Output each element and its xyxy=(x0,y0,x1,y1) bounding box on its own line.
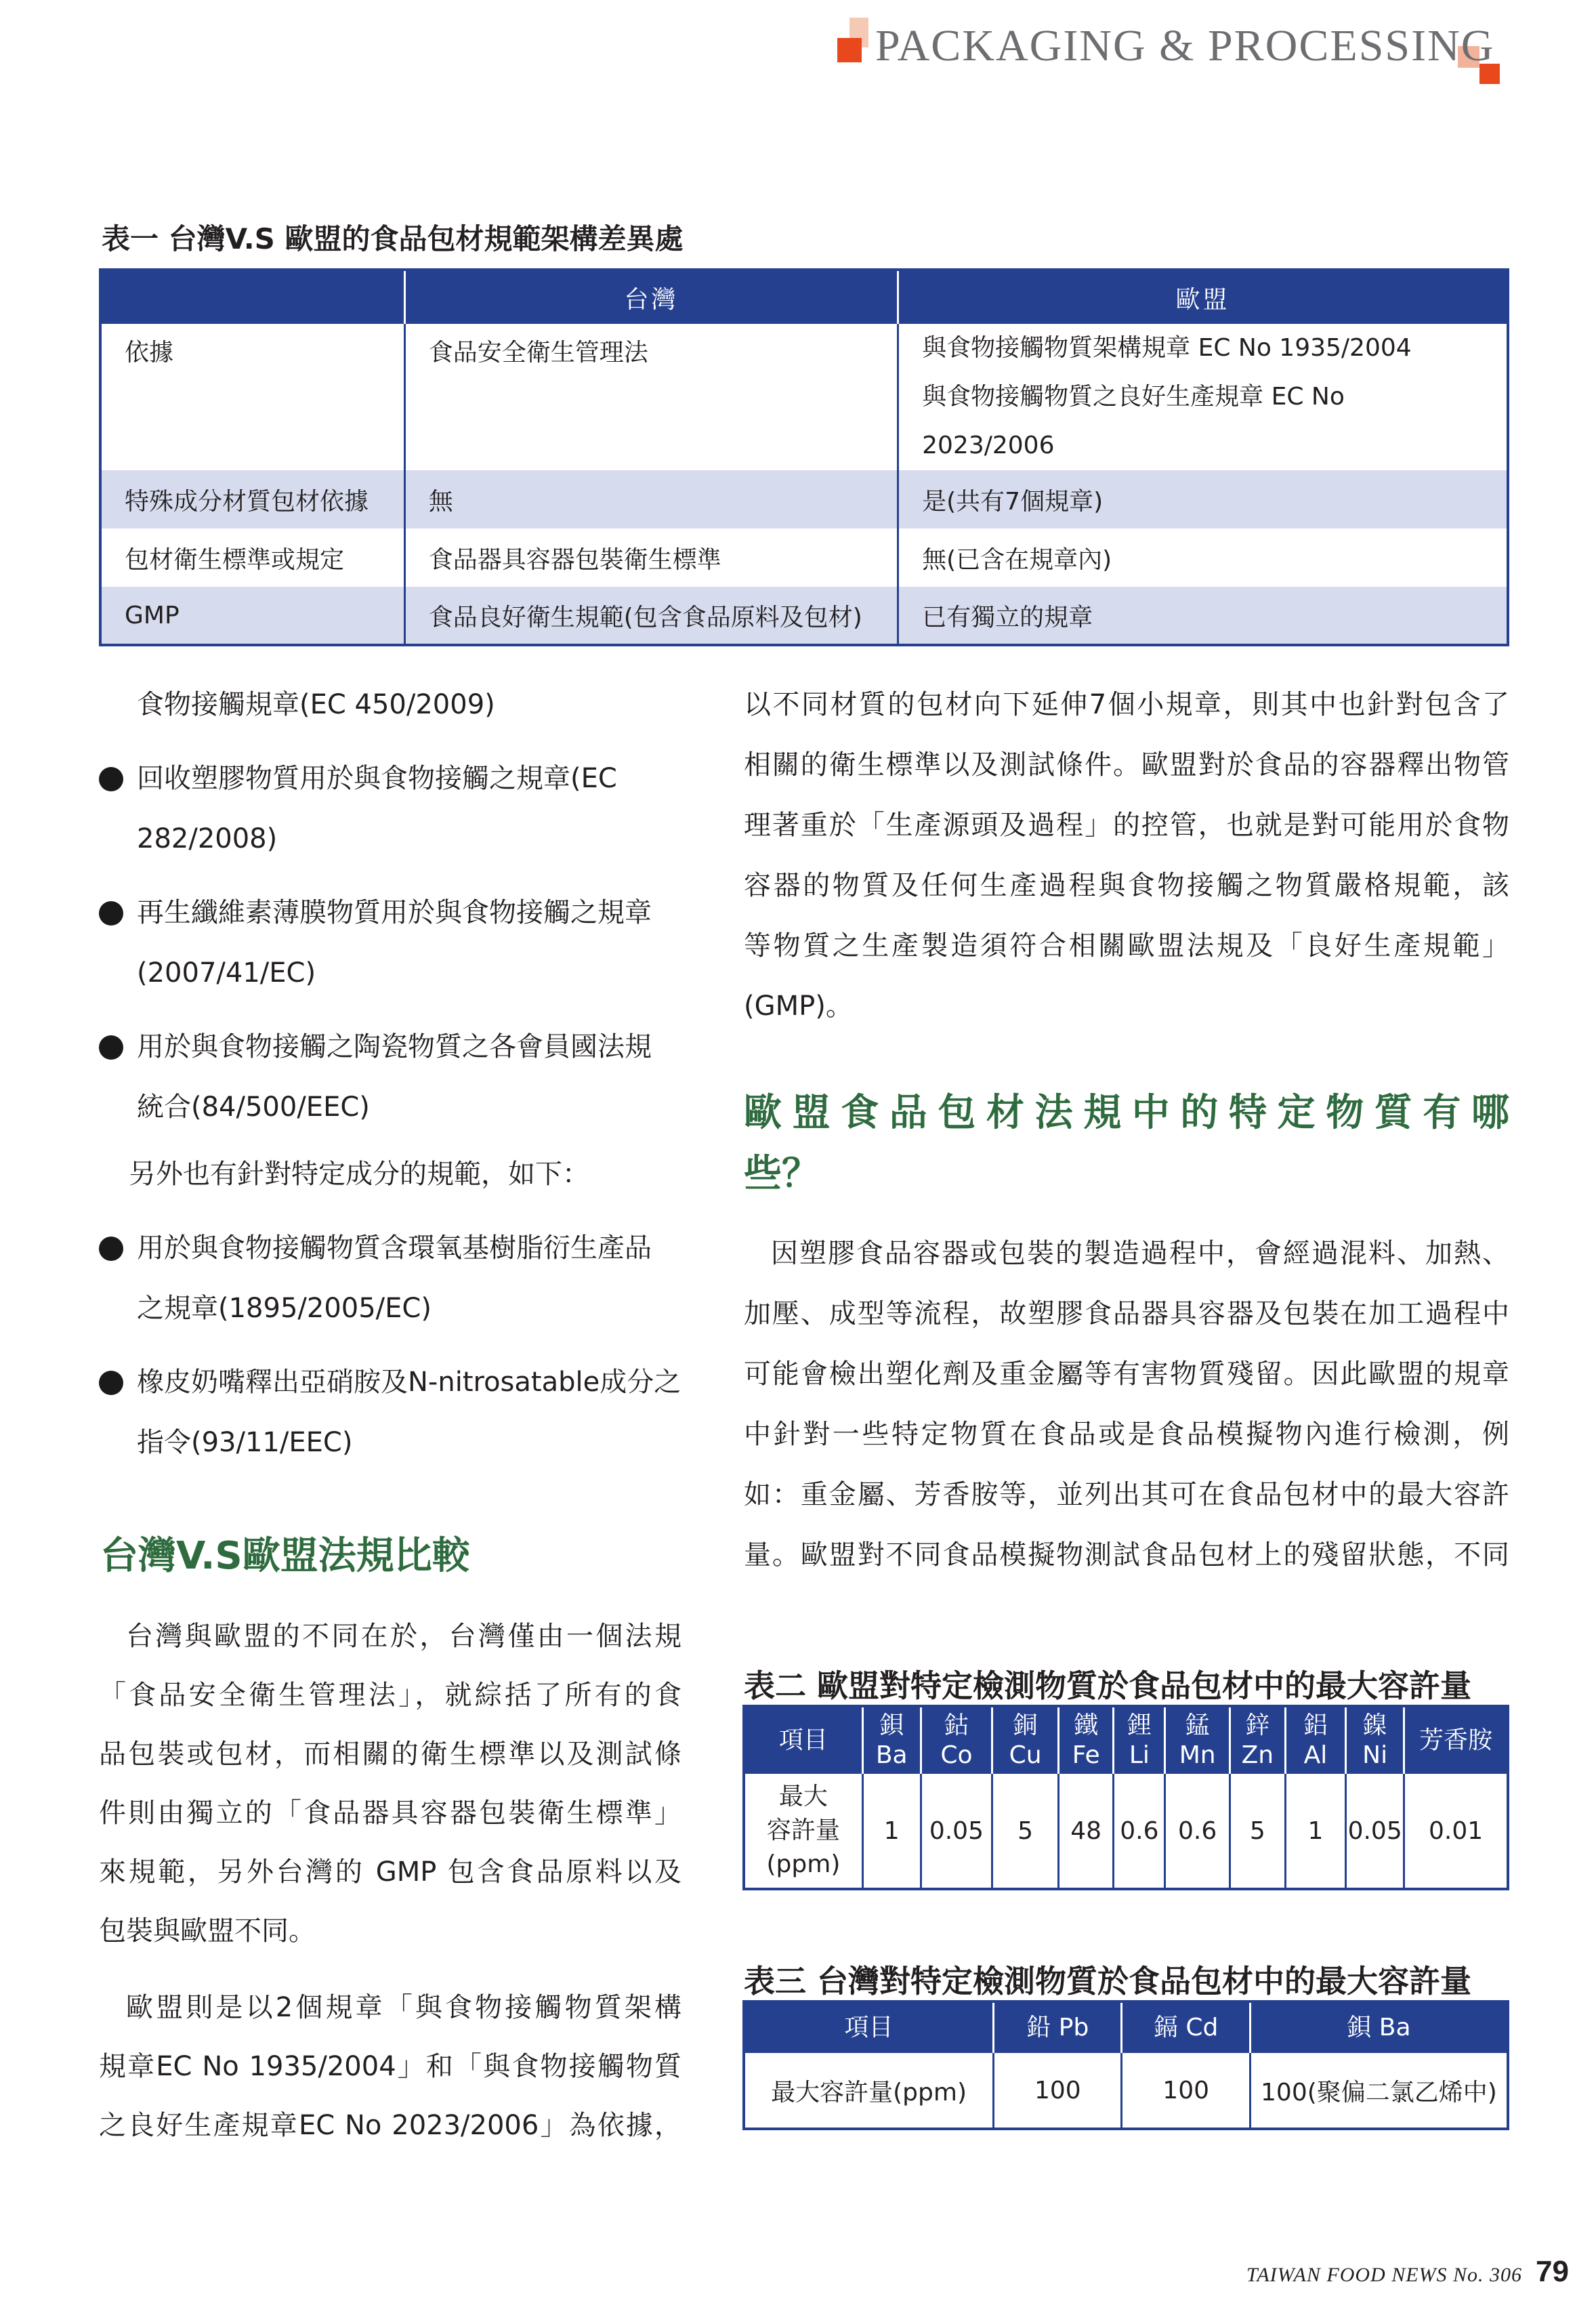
table2 xyxy=(742,1705,1509,1890)
paragraph-line: 中針對一些特定物質在食品或是食品模擬物內進行檢測，例 xyxy=(744,1419,1509,1450)
left-column xyxy=(99,675,681,1473)
magazine-name: TAIWAN FOOD NEWS No. 306 xyxy=(1246,2264,1523,2286)
table2-value-cell: 0.01 xyxy=(1404,1774,1508,1889)
table2-header-cell: 銅 Cu xyxy=(992,1706,1059,1774)
table3-header-row xyxy=(744,2001,1508,2053)
table2-row xyxy=(744,1774,1508,1889)
table3-value-cell: 100 xyxy=(1122,2053,1250,2129)
table1-cell-eu-line: 與食物接觸物質架構規章 EC No 1935/2004 xyxy=(922,334,1412,362)
table1-caption: 表一 台灣V.S 歐盟的食品包材規範架構差異處 xyxy=(102,222,684,255)
table1-cell-eu: 是(共有7個規章) xyxy=(898,470,1508,528)
table2-header-cell: 項目 xyxy=(744,1706,862,1774)
table1-cell-eu: 已有獨立的規章 xyxy=(898,587,1508,645)
table1-row xyxy=(100,587,1508,645)
bullet-line: 統合(84/500/EEC) xyxy=(137,1092,370,1123)
table1-cell-taiwan: 無 xyxy=(404,470,898,528)
table1-header-cell xyxy=(100,270,404,324)
paragraph-line: 相關的衛生標準以及測試條件。歐盟對於食品的容器釋出物管 xyxy=(744,749,1509,781)
table2-value-cell: 0.6 xyxy=(1165,1774,1230,1889)
left-paragraph-1 xyxy=(99,1607,681,1961)
paragraph-line: 如：重金屬、芳香胺等，並列出其可在食品包材中的最大容許 xyxy=(744,1479,1509,1510)
paragraph-line: 另外也有針對特定成分的規範，如下： xyxy=(129,1159,589,1190)
section-heading xyxy=(744,1083,1509,1205)
table1-cell-taiwan: 食品安全衛生管理法 xyxy=(404,324,898,470)
paragraph-line: 加壓、成型等流程，故塑膠食品器具容器及包裝在加工過程中 xyxy=(744,1298,1509,1329)
table2-caption: 表二 歐盟對特定檢測物質於食品包材中的最大容許量 xyxy=(744,1667,1472,1704)
bullet-line: 用於與食物接觸之陶瓷物質之各會員國法規 xyxy=(137,1031,652,1062)
table1-row-label: 包材衛生標準或規定 xyxy=(125,545,345,574)
table2-header-cell: 鈷 Co xyxy=(921,1706,992,1774)
table2-header-cell: 鋅 Zn xyxy=(1230,1706,1285,1774)
paragraph-line: (GMP)。 xyxy=(744,991,853,1022)
table3-header-cell: 鉛 Pb xyxy=(994,2001,1122,2053)
table1-cell-taiwan: 食品良好衛生規範(包含食品原料及包材) xyxy=(404,587,898,645)
paragraph-line: 包裝與歐盟不同。 xyxy=(99,1915,316,1947)
paragraph-line: 件則由獨立的「食品器具容器包裝衛生標準」 xyxy=(99,1798,681,1829)
table3-value-cell: 100(聚偏二氯乙烯中) xyxy=(1250,2053,1508,2129)
paragraph-line: 量。歐盟對不同食品模擬物測試食品包材上的殘留狀態，不同 xyxy=(744,1539,1509,1571)
paragraph-line: 品包裝或包材，而相關的衛生標準以及測試條 xyxy=(99,1739,681,1770)
table1-row-label: 特殊成分材質包材依據 xyxy=(100,470,404,528)
table3-caption: 表三 台灣對特定檢測物質於食品包材中的最大容許量 xyxy=(744,1963,1472,1999)
bullet-dot-icon xyxy=(99,1237,123,1261)
paragraph-line: 台灣與歐盟的不同在於，台灣僅由一個法規 xyxy=(126,1621,681,1652)
table1-cell-eu xyxy=(898,324,1508,470)
bullet-dot-icon xyxy=(99,901,123,926)
bullet-line: 用於與食物接觸物質含環氧基樹脂衍生產品 xyxy=(137,1232,652,1264)
bullet-dot-icon xyxy=(99,1371,123,1395)
table3-header-cell: 鎘 Cd xyxy=(1122,2001,1250,2053)
bullet-line: 回收塑膠物質用於與食物接觸之規章(EC xyxy=(137,763,617,794)
bullet-item xyxy=(99,1218,681,1339)
bullet-item xyxy=(99,1017,681,1138)
heading-line: 些？ xyxy=(744,1152,820,1196)
table2-header-cell: 鐵 Fe xyxy=(1058,1706,1114,1774)
table2-value-cell: 5 xyxy=(992,1774,1059,1889)
section-heading: 台灣V.S歐盟法規比較 xyxy=(100,1534,470,1578)
table2-value-cell: 0.05 xyxy=(921,1774,992,1889)
section-title: PACKAGING & PROCESSING xyxy=(875,21,1495,70)
table2-header-row xyxy=(744,1706,1508,1774)
table1-cell-eu-line: 與食物接觸物質之良好生產規章 EC No 2023/2006 xyxy=(922,383,1345,459)
table1-row xyxy=(100,470,1508,528)
table3-value-cell: 100 xyxy=(994,2053,1122,2129)
table2-value-cell: 48 xyxy=(1058,1774,1114,1889)
table1 xyxy=(99,268,1509,646)
table1-row-label: 依據 xyxy=(125,339,174,367)
bullet-dot-icon xyxy=(99,767,123,791)
paragraph-line: 因塑膠食品容器或包裝的製造過程中，會經過混料、加熱、 xyxy=(771,1238,1509,1269)
left-paragraph-2 xyxy=(99,1978,681,2155)
table3-header-cell: 項目 xyxy=(744,2001,994,2053)
bullet-item xyxy=(99,749,681,869)
table3-row xyxy=(744,2053,1508,2129)
table1-header-cell: 台灣 xyxy=(404,270,898,324)
paragraph-line: 可能會檢出塑化劑及重金屬等有害物質殘留。因此歐盟的規章 xyxy=(744,1358,1509,1390)
table2-header-cell: 芳香胺 xyxy=(1404,1706,1508,1774)
bullet-line: 指令(93/11/EEC) xyxy=(137,1427,353,1458)
table1-row-label: GMP xyxy=(100,587,404,645)
table3-header-cell: 鋇 Ba xyxy=(1250,2001,1508,2053)
paragraph-line: 規章EC No 1935/2004」和「與食物接觸物質 xyxy=(99,2051,681,2082)
paragraph-line: 容器的物質及任何生產過程與食物接觸之物質嚴格規範，該 xyxy=(744,870,1509,901)
right-paragraph-1 xyxy=(744,675,1509,1037)
bullet-line: 橡皮奶嘴釋出亞硝胺及N-nitrosatable成分之 xyxy=(137,1367,681,1398)
table3 xyxy=(742,2000,1509,2130)
bullet-continuation: 食物接觸規章(EC 450/2009) xyxy=(137,689,495,720)
paragraph-line: 理著重於「生產源頭及過程」的控管，也就是對可能用於食物 xyxy=(744,810,1509,841)
table2-header-cell: 鋰 Li xyxy=(1114,1706,1165,1774)
bullet-item xyxy=(99,1352,681,1473)
paragraph-line: 等物質之生產製造須符合相關歐盟法規及「良好生產規範」 xyxy=(744,930,1509,961)
heading-line: 歐盟食品包材法規中的特定物質有哪 xyxy=(744,1091,1509,1135)
table2-header-cell: 鋇 Ba xyxy=(862,1706,921,1774)
table2-header-cell: 錳 Mn xyxy=(1165,1706,1230,1774)
header-decor-square xyxy=(837,38,862,62)
paragraph-line: 歐盟則是以2個規章「與食物接觸物質架構 xyxy=(126,1992,681,2023)
table2-value-cell: 0.05 xyxy=(1346,1774,1404,1889)
table1-cell-eu: 無(已含在規章內) xyxy=(898,528,1508,587)
table1-header-row xyxy=(100,270,1508,324)
table1-row xyxy=(100,528,1508,587)
table2-row-label: 最大 容許量 (ppm) xyxy=(766,1783,841,1878)
paragraph-line: 之良好生產規章EC No 2023/2006」為依據， xyxy=(99,2110,681,2141)
table2-value-cell: 0.6 xyxy=(1114,1774,1165,1889)
bullet-dot-icon xyxy=(99,1035,123,1060)
page-footer xyxy=(1246,2255,1569,2289)
right-paragraph-2 xyxy=(744,1224,1509,1585)
table2-value-cell: 1 xyxy=(862,1774,921,1889)
section-header xyxy=(837,16,1515,91)
table1-row xyxy=(100,324,1508,470)
table1-cell-taiwan: 食品器具容器包裝衛生標準 xyxy=(404,528,898,587)
table2-value-cell: 5 xyxy=(1230,1774,1285,1889)
bullet-item xyxy=(99,883,681,1003)
table1-header-cell: 歐盟 xyxy=(898,270,1508,324)
table2-header-cell: 鋁 Al xyxy=(1285,1706,1346,1774)
page-number: 79 xyxy=(1536,2255,1569,2288)
paragraph-line: 來規範，另外台灣的 GMP 包含食品原料以及 xyxy=(99,1856,681,1888)
table3-row-label: 最大容許量(ppm) xyxy=(771,2078,967,2107)
bullet-line: 再生纖維素薄膜物質用於與食物接觸之規章 xyxy=(137,897,652,928)
bullet-line: (2007/41/EC) xyxy=(137,957,316,989)
table2-value-cell: 1 xyxy=(1285,1774,1346,1889)
bullet-line: 之規章(1895/2005/EC) xyxy=(137,1293,432,1324)
paragraph-line: 「食品安全衛生管理法」，就綜括了所有的食 xyxy=(99,1680,681,1711)
paragraph-line: 以不同材質的包材向下延伸7個小規章，則其中也針對包含了 xyxy=(744,689,1509,720)
table2-header-cell: 鎳 Ni xyxy=(1346,1706,1404,1774)
bullet-line: 282/2008) xyxy=(137,823,278,854)
